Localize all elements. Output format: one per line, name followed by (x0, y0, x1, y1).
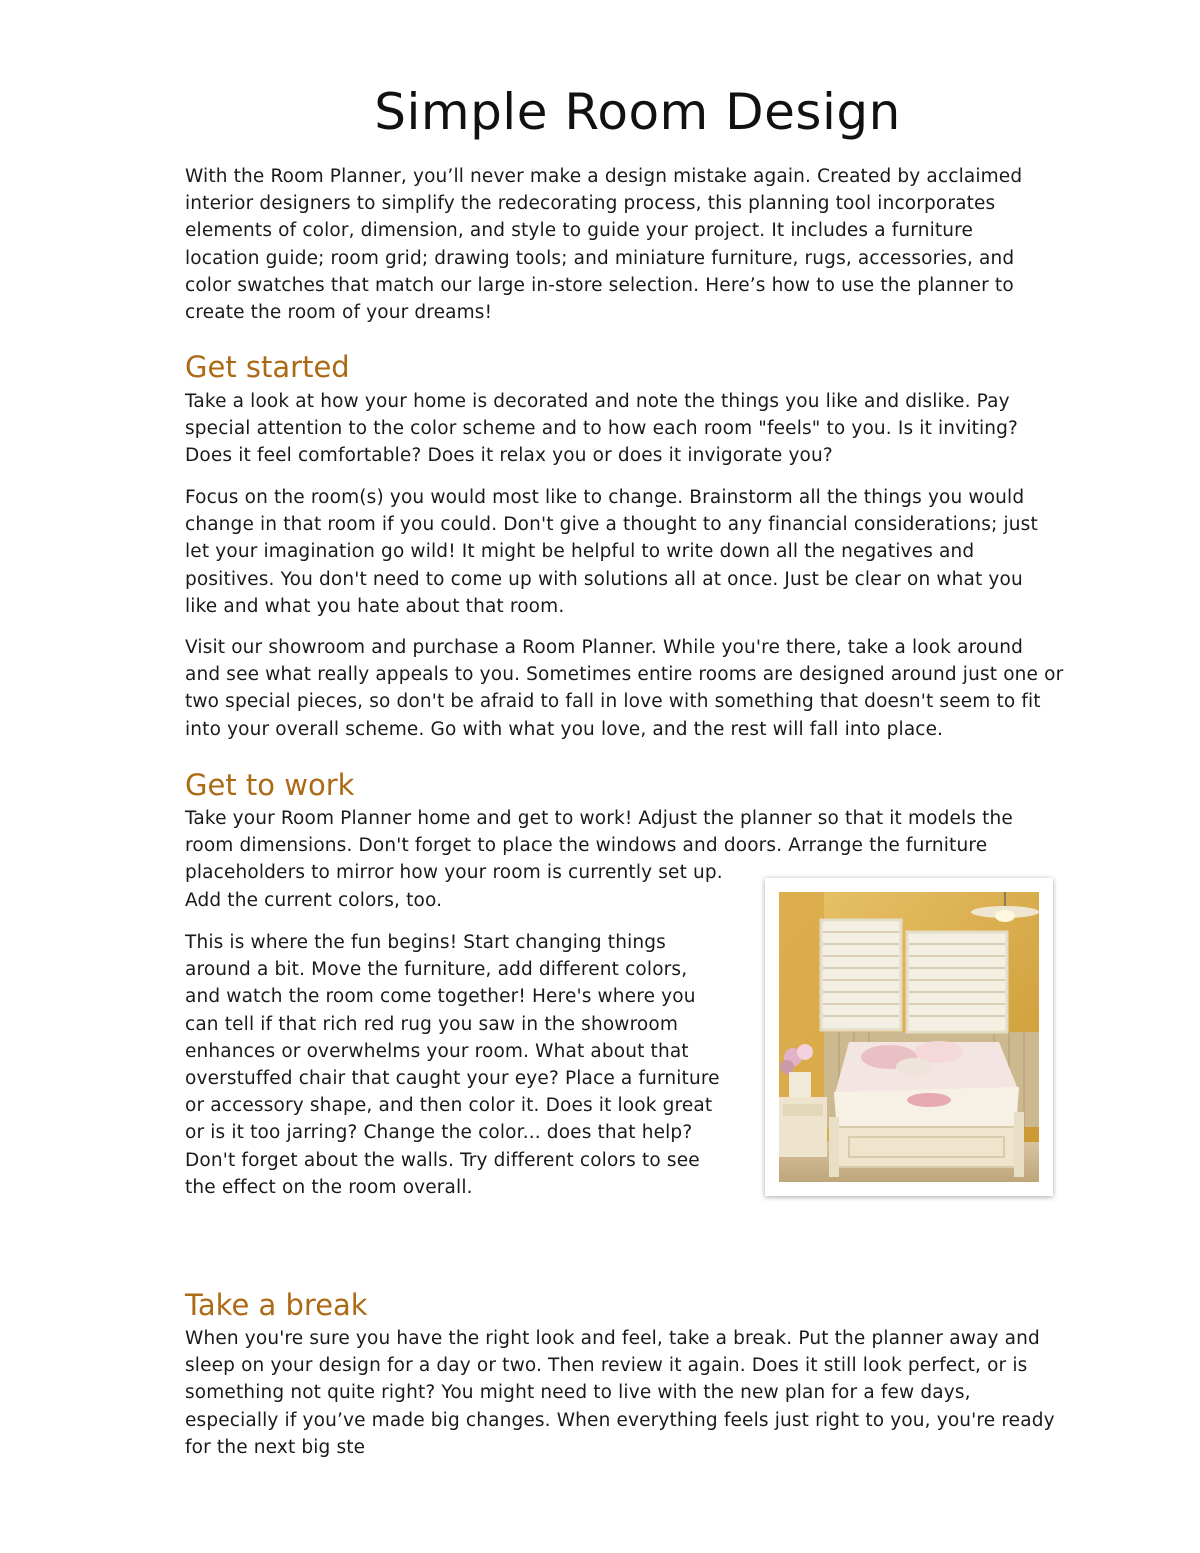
heading-take-a-break: Take a break (185, 1288, 368, 1322)
paragraph (185, 388, 1090, 470)
text-line: the effect on the room overall. (185, 1176, 473, 1198)
text-line: positives. You don't need to come up with solutions all at once. Just be clear on what you (185, 568, 1023, 590)
text-line: and see what really appeals to you. Sometimes entire rooms are designed around just one or (185, 664, 1064, 686)
text-line: two special pieces, so don't be afraid to fall in love with something that doesn't seem to fit (185, 691, 1041, 713)
page-title: Simple Room Design (374, 83, 901, 141)
photo-frame (765, 878, 1053, 1196)
text-line: room dimensions. Don't forget to place the windows and doors. Arrange the furniture (185, 835, 988, 857)
text-line: placeholders to mirror how your room is currently set up. (185, 862, 723, 884)
text-line: Visit our showroom and purchase a Room Planner. While you're there, take a look around (185, 637, 1024, 658)
bedroom-illustration (779, 892, 1039, 1182)
text-line: location guide; room grid; drawing tools; and miniature furniture, rugs, accessories, and (185, 247, 1015, 269)
heading-get-started: Get started (185, 350, 350, 384)
text-line: When you're sure you have the right look and feel, take a break. Put the planner away and (185, 1328, 1040, 1349)
text-line: create the room of your dreams! (185, 302, 493, 324)
paragraph (185, 929, 745, 1201)
text-line: Does it feel comfortable? Does it relax you or does it invigorate you? (185, 445, 833, 467)
text-line: or accessory shape, and then color it. Does it look great (185, 1095, 713, 1117)
text-line: around a bit. Move the furniture, add different colors, (185, 959, 688, 981)
section-heading (185, 1287, 1090, 1323)
text-line: enhances or overwhelms your room. What about that (185, 1040, 689, 1062)
text-line: Take your Room Planner home and get to work! Adjust the planner so that it models the (185, 808, 1013, 829)
text-line: interior designers to simplify the redecorating process, this planning tool incorporates (185, 193, 996, 215)
text-line: elements of color, dimension, and style to guide your project. It includes a furniture (185, 220, 974, 242)
text-line: special attention to the color scheme and to how each room "feels" to you. Is it inviting? (185, 418, 1019, 440)
text-line: change in that room if you could. Don't give a thought to any financial considerations; just (185, 514, 1038, 536)
paragraph (185, 1325, 1090, 1461)
text-line: like and what you hate about that room. (185, 595, 565, 617)
text-line: Don't forget about the walls. Try different colors to see (185, 1149, 700, 1171)
intro-paragraph (185, 163, 1090, 326)
text-line: something not quite right? You might need to live with the new plan for a few days, (185, 1382, 971, 1404)
text-line: or is it too jarring? Change the color... does that help? (185, 1122, 693, 1144)
bedroom-photo (779, 892, 1039, 1182)
text-line: let your imagination go wild! It might be helpful to write down all the negatives and (185, 541, 975, 563)
text-line: into your overall scheme. Go with what you love, and the rest will fall into place. (185, 718, 944, 740)
text-line: Add the current colors, too. (185, 889, 443, 911)
text-line: This is where the fun begins! Start changing things (185, 932, 666, 953)
text-line: can tell if that rich red rug you saw in the showroom (185, 1013, 679, 1035)
text-line: color swatches that match our large in-store selection. Here’s how to use the planner to (185, 274, 1014, 296)
text-line: for the next big ste (185, 1436, 366, 1458)
section-heading (185, 349, 1090, 385)
text-line: Take a look at how your home is decorated and note the things you like and dislike. Pay (185, 391, 1010, 412)
text-line: overstuffed chair that caught your eye? Place a furniture (185, 1068, 720, 1090)
section-heading (185, 767, 1090, 803)
text-line: especially if you’ve made big changes. When everything feels just right to you, you're ready (185, 1409, 1055, 1431)
text-line: Focus on the room(s) you would most like to change. Brainstorm all the things you would (185, 487, 1025, 508)
paragraph (185, 484, 1090, 620)
heading-get-to-work: Get to work (185, 768, 355, 802)
paragraph (185, 634, 1090, 743)
text-line: With the Room Planner, you’ll never make a design mistake again. Created by acclaimed (185, 166, 1023, 187)
text-line: and watch the room come together! Here's where you (185, 986, 696, 1008)
text-line: sleep on your design for a day or two. Then review it again. Does it still look perfect, or is (185, 1355, 1028, 1377)
